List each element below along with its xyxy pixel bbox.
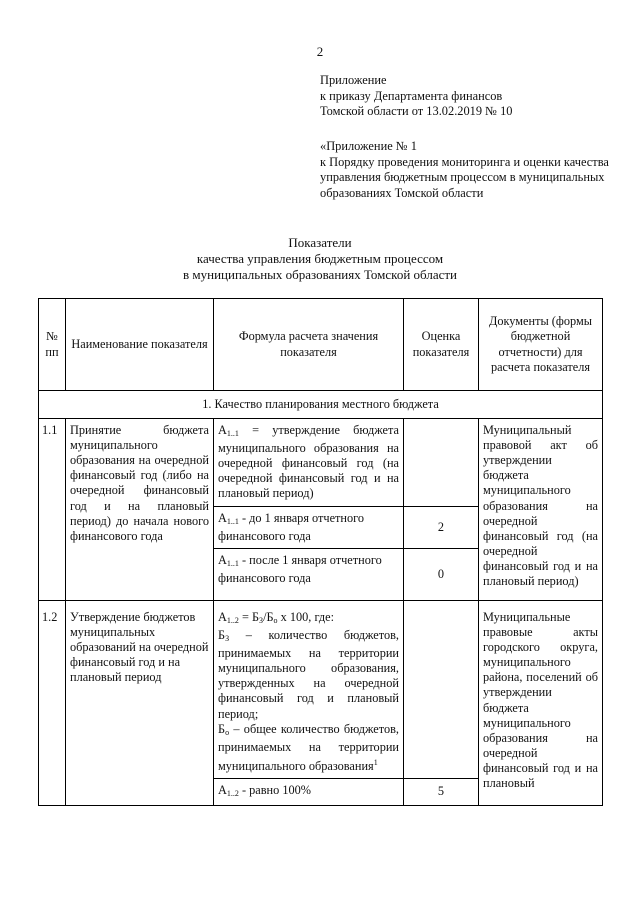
table-row — [39, 600, 603, 778]
header-name: Наименование показателя — [66, 299, 214, 391]
formula-text: – количество бюджетов, принимаемых на территории муниципального образования, утвержденных на очередной финансовый год и плановый период; — [218, 628, 399, 721]
symbol-sub: 1..2 — [226, 615, 239, 625]
symbol-sub: о — [225, 727, 230, 737]
indicator-name: Утверждение бюджетов муниципальных образований на очередной финансовый год и на плановый период — [66, 600, 214, 805]
indicators-table — [38, 298, 603, 806]
symbol-b: Б — [218, 628, 226, 643]
symbol-sub: 1..2 — [226, 788, 239, 798]
page-number: 2 — [316, 44, 324, 59]
symbol-sub: З — [225, 634, 230, 644]
row-number: 1.2 — [39, 600, 66, 805]
appendix1-title: «Приложение № 1 — [320, 139, 417, 153]
formula-cell — [214, 506, 404, 548]
score-value: 2 — [404, 506, 479, 548]
symbol-sub: З — [259, 615, 264, 625]
symbol-a: А — [218, 782, 227, 797]
formula-text: /Б — [263, 609, 274, 624]
score-cell — [404, 419, 479, 506]
appendix1-text: к Порядку проведения мониторинга и оценки качества управления бюджетным процессом в муниципальных образованиях Томской области — [320, 154, 609, 200]
header-formula: Формула расчета значения показателя — [214, 299, 404, 391]
formula-text: - после 1 января отчетного финансового года — [218, 552, 382, 585]
formula-text: - до 1 января отчетного финансового года — [218, 510, 365, 543]
appendix-line: Томской области от 13.02.2019 № 10 — [320, 104, 513, 119]
title-line: качества управления бюджетным процессом — [196, 251, 444, 266]
symbol-a: А — [218, 510, 227, 525]
appendix-line: к приказу Департамента финансов — [320, 88, 503, 103]
bo-definition — [218, 722, 399, 774]
formula-text: = утверждение бюджета муниципального образования на очередной финансовый год (на очередной финансовый год и на плановый период) — [218, 423, 399, 501]
symbol-b: Б — [218, 721, 226, 736]
documents-cell: Муниципальные правовые акты городского округа, муниципального района, поселений об утверждении бюджета муниципального образования на очередной финансовый год и на плановый — [479, 600, 603, 805]
symbol-a: А — [218, 609, 227, 624]
symbol-sub: 1..1 — [226, 429, 239, 439]
appendix-header — [320, 73, 620, 120]
title-line: в муниципальных образованиях Томской области — [183, 267, 457, 282]
b3-definition — [218, 628, 399, 722]
header-num: № пп — [39, 299, 66, 391]
symbol-a: А — [218, 552, 227, 567]
formula-text: - равно 100% — [241, 782, 312, 797]
formula-equation — [218, 610, 399, 628]
indicator-name: Принятие бюджета муниципального образования на очередной финансовый год (либо на очередной финансовый год и на плановый период) до начала нового финансового года — [66, 419, 214, 601]
symbol-sub: 1..1 — [226, 516, 239, 526]
header-docs: Документы (формы бюджетной отчетности) для расчета показателя — [479, 299, 603, 391]
score-value: 5 — [404, 778, 479, 805]
formula-text: = Б — [241, 609, 260, 624]
table-header-row — [39, 299, 603, 391]
table-row — [39, 419, 603, 506]
title-line: Показатели — [288, 235, 352, 250]
formula-text: – общее количество бюджетов, принимаемых на территории муниципального образования — [218, 721, 399, 773]
documents-cell: Муниципальный правовой акт об утверждении бюджета муниципального образования на очередной финансовый год (на очередной финансовый год и на плановый период) — [479, 419, 603, 601]
formula-cell — [214, 419, 404, 506]
indicators-table-wrapper — [38, 298, 602, 806]
header-score: Оценка показателя — [404, 299, 479, 391]
formula-cell — [214, 778, 404, 805]
section-row — [39, 391, 603, 419]
symbol-sub: о — [273, 615, 278, 625]
footnote-marker: 1 — [373, 757, 378, 767]
score-value: 0 — [404, 548, 479, 600]
formula-text: х 100, где: — [277, 609, 334, 624]
row-number: 1.1 — [39, 419, 66, 601]
section-title: 1. Качество планирования местного бюджета — [39, 391, 603, 419]
formula-cell — [214, 548, 404, 600]
symbol-a: А — [218, 423, 227, 438]
score-cell — [404, 600, 479, 778]
appendix1-header — [320, 139, 610, 201]
document-title — [0, 235, 640, 283]
formula-cell — [214, 600, 404, 778]
appendix-line: Приложение — [320, 73, 387, 87]
symbol-sub: 1..1 — [226, 558, 239, 568]
